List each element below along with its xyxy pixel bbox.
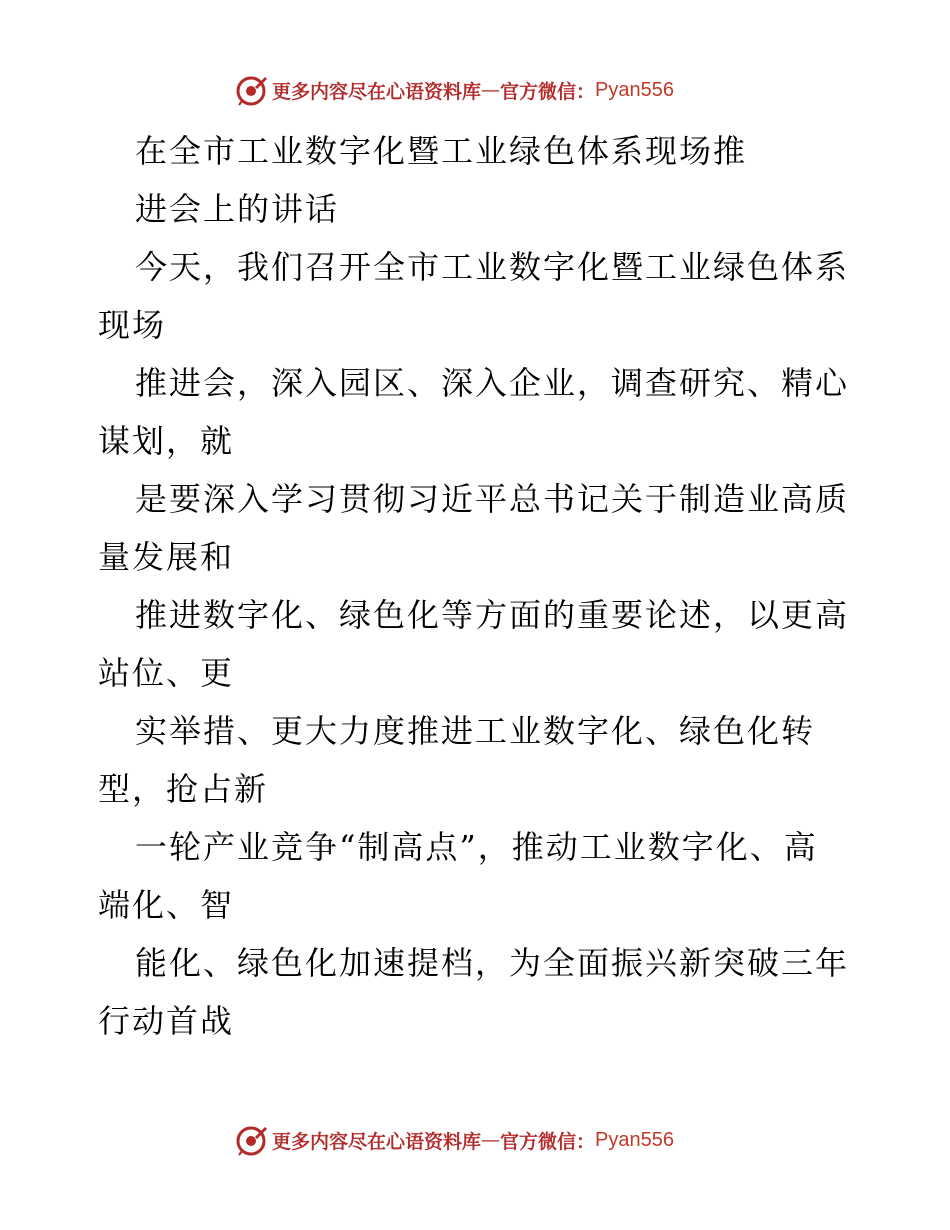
body-line: 型，抢占新 — [98, 770, 269, 808]
body-line: 实举措、更大力度推进工业数字化、绿色化转 — [135, 712, 816, 750]
body-line: 推进数字化、绿色化等方面的重要论述，以更高 — [135, 596, 850, 634]
banner-dash: — — [481, 1129, 501, 1151]
body-line: 现场 — [98, 306, 167, 344]
body-line: 量发展和 — [98, 538, 235, 576]
body-line: 站位、更 — [98, 654, 235, 692]
pen-logo-icon — [236, 74, 268, 106]
body-line: 一轮产业竞争“制高点”，推动工业数字化、高 — [135, 828, 818, 866]
banner-brand-text: 更多内容尽在心语资料库 — [272, 1130, 482, 1153]
document-title-line-2: 进会上的讲话 — [135, 190, 340, 228]
body-line: 行动首战 — [98, 1002, 235, 1040]
banner-dash: — — [481, 79, 501, 101]
banner-brand-text: 更多内容尽在心语资料库 — [272, 80, 482, 103]
banner-wechat-label: 官方微信： — [500, 80, 596, 103]
banner-wechat-id: Pyan556 — [595, 78, 674, 101]
footer-banner — [236, 1122, 716, 1158]
banner-wechat-label: 官方微信： — [500, 1130, 596, 1153]
body-line: 谋划，就 — [98, 422, 235, 460]
pen-logo-icon — [236, 1124, 268, 1156]
body-line: 能化、绿色化加速提档，为全面振兴新突破三年 — [135, 944, 850, 982]
body-line: 推进会，深入园区、深入企业，调查研究、精心 — [135, 364, 850, 402]
header-banner — [236, 72, 716, 108]
body-line: 端化、智 — [98, 886, 235, 924]
document-body — [98, 122, 858, 1050]
body-line: 今天，我们召开全市工业数字化暨工业绿色体系 — [135, 248, 850, 286]
document-title-line-1: 在全市工业数字化暨工业绿色体系现场推 — [135, 132, 748, 170]
banner-wechat-id: Pyan556 — [595, 1128, 674, 1151]
body-line: 是要深入学习贯彻习近平总书记关于制造业高质 — [135, 480, 850, 518]
